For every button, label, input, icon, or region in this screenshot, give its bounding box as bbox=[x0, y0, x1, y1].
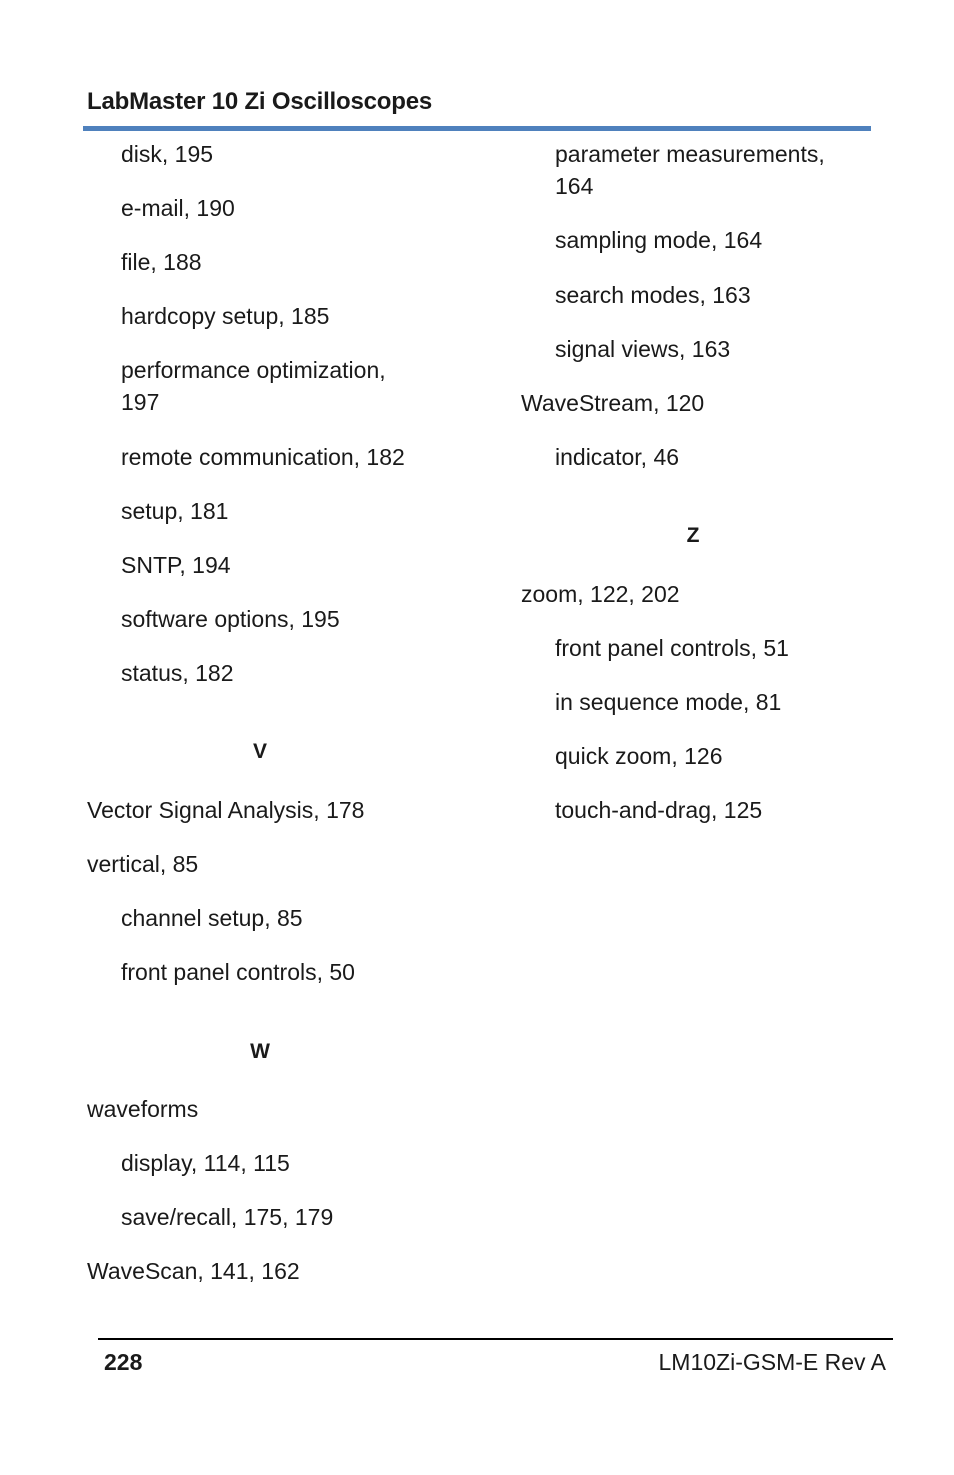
index-subentry: disk, 195 bbox=[121, 141, 214, 167]
index-letter-heading: W bbox=[250, 1040, 270, 1063]
index-subentry: remote communication, 182 bbox=[121, 444, 405, 470]
header-rule bbox=[83, 126, 871, 131]
index-subentry: in sequence mode, 81 bbox=[555, 689, 782, 715]
page-header-title: LabMaster 10 Zi Oscilloscopes bbox=[87, 88, 433, 115]
index-letter-heading: Z bbox=[686, 524, 700, 547]
index-subentry: parameter measurements, bbox=[555, 141, 825, 167]
index-entry: vertical, 85 bbox=[87, 851, 199, 877]
index-subentry: signal views, 163 bbox=[555, 336, 731, 362]
index-subentry: performance optimization, bbox=[121, 357, 386, 383]
index-subentry: channel setup, 85 bbox=[121, 905, 303, 931]
index-subentry: status, 182 bbox=[121, 660, 234, 686]
index-subentry: indicator, 46 bbox=[555, 444, 680, 470]
index-entry: Vector Signal Analysis, 178 bbox=[87, 797, 365, 823]
index-subentry: setup, 181 bbox=[121, 498, 229, 524]
index-subentry: touch-and-drag, 125 bbox=[555, 797, 763, 823]
footer-rule bbox=[98, 1338, 893, 1340]
page-number: 228 bbox=[104, 1349, 143, 1375]
index-subentry: save/recall, 175, 179 bbox=[121, 1204, 334, 1230]
index-subentry: front panel controls, 50 bbox=[121, 959, 355, 985]
document-id: LM10Zi-GSM-E Rev A bbox=[658, 1349, 886, 1375]
index-subentry: display, 114, 115 bbox=[121, 1150, 290, 1176]
index-subentry: software options, 195 bbox=[121, 606, 340, 632]
index-letter-heading: V bbox=[252, 740, 267, 763]
index-subentry: e-mail, 190 bbox=[121, 195, 235, 221]
index-subentry: quick zoom, 126 bbox=[555, 743, 723, 769]
index-subentry: hardcopy setup, 185 bbox=[121, 303, 330, 329]
index-subentry-continued: 164 bbox=[555, 173, 594, 199]
index-entry: waveforms bbox=[87, 1096, 199, 1122]
index-entry: WaveStream, 120 bbox=[521, 390, 705, 416]
index-subentry: SNTP, 194 bbox=[121, 552, 231, 578]
index-subentry: search modes, 163 bbox=[555, 282, 751, 308]
index-entry: WaveScan, 141, 162 bbox=[87, 1258, 300, 1284]
index-subentry: front panel controls, 51 bbox=[555, 635, 789, 661]
index-entry: zoom, 122, 202 bbox=[521, 581, 680, 607]
index-subentry: file, 188 bbox=[121, 249, 202, 275]
index-subentry: sampling mode, 164 bbox=[555, 227, 763, 253]
index-subentry-continued: 197 bbox=[121, 389, 160, 415]
